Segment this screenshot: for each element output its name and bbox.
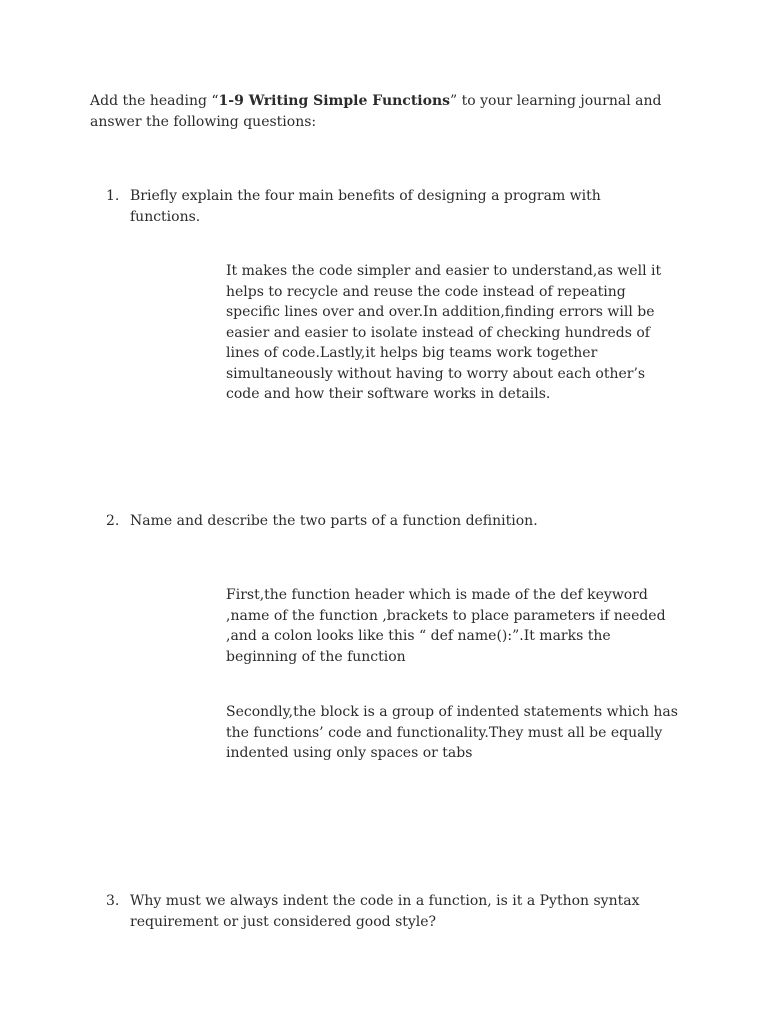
question-number: 1. [106, 188, 120, 204]
answer-2-paragraph-2: Secondly,the block is a group of indented statements which has the functions’ code and functionality.They must all be equally indented using only spaces or tabs [226, 704, 678, 761]
question-number: 2. [106, 513, 120, 529]
question-text: Name and describe the two parts of a function definition. [130, 513, 538, 529]
journal-heading: 1-9 Writing Simple Functions [218, 93, 451, 109]
intro-prefix: Add the heading “ [90, 93, 219, 109]
question-text: Why must we always indent the code in a function, is it a Python syntax requirement or just considered good style? [130, 893, 640, 930]
question-text: Briefly explain the four main benefits of designing a program with functions. [130, 188, 601, 225]
question-number: 3. [106, 893, 120, 909]
intro-suffix: ” to your learning journal and answer the following questions: [90, 93, 662, 130]
question-3 [106, 891, 646, 933]
answer-1-paragraph: It makes the code simpler and easier to understand,as well it helps to recycle and reuse the code instead of repeating specific lines over and over.In addition,finding errors will be easier and easier to isolate instead of checking hundreds of lines of code.Lastly,it helps big teams work together simultaneously without having to worry about each other’s code and how their software works in details. [226, 263, 662, 402]
question-1 [106, 186, 646, 228]
intro-paragraph [90, 91, 690, 133]
answer-2-paragraph-1: First,the function header which is made of the def keyword ,name of the function ,brackets to place parameters if needed ,and a colon looks like this “ def name():”.It marks the beginning of the function [226, 587, 666, 665]
question-2 [106, 511, 646, 532]
